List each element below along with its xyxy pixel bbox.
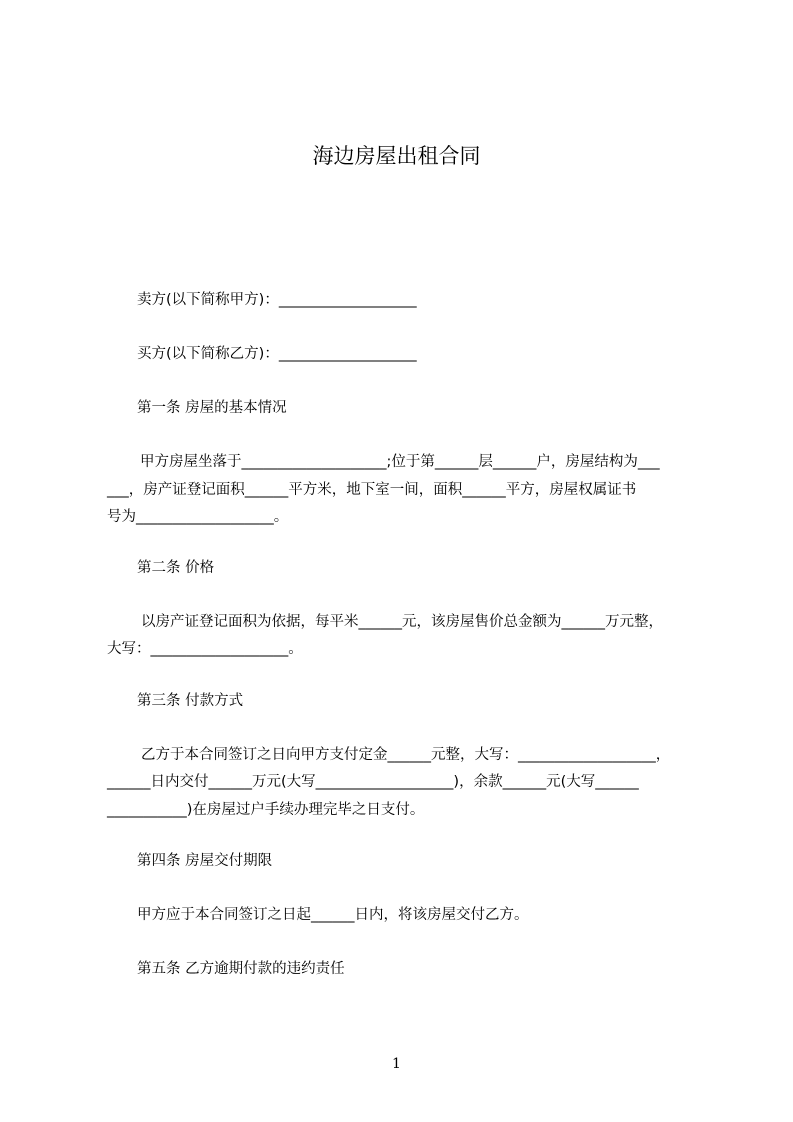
article1-line-1: 甲方房屋坐落于____________________;位于第______层______户，房屋结构为___ [140,454,660,470]
article2-heading: 第二条 价格 [137,560,215,576]
article1-heading: 第一条 房屋的基本情况 [137,400,287,416]
seller-line: 卖方(以下简称甲方)：___________________ [137,292,417,308]
article3-line-3: ___________)在房屋过户手续办理完毕之日支付。 [107,802,425,818]
article3-line-2: ______日内交付______万元(大写___________________)，余款______元(大写______ [107,774,639,790]
document-title: 海边房屋出租合同 [312,144,481,168]
article2-line-2: 大写：___________________。 [107,641,303,657]
article2-line-1: 以房产证登记面积为依据，每平米______元，该房屋售价总金额为______万元整， [141,614,663,630]
article5-heading: 第五条 乙方逾期付款的违约责任 [137,961,345,977]
article4-heading: 第四条 房屋交付期限 [137,853,273,869]
article3-heading: 第三条 付款方式 [137,693,244,709]
page-number: 1 [392,1056,401,1072]
buyer-line: 买方(以下简称乙方)：___________________ [137,346,417,362]
article4-line-1: 甲方应于本合同签订之日起______日内，将该房屋交付乙方。 [137,907,529,923]
article3-line-1: 乙方于本合同签订之日向甲方支付定金______元整，大写：___________________， [141,747,671,763]
article1-line-3: 号为___________________。 [107,509,289,525]
article1-line-2: ___，房产证登记面积______平方米，地下室一间，面积______平方，房屋权属证书 [107,482,637,498]
